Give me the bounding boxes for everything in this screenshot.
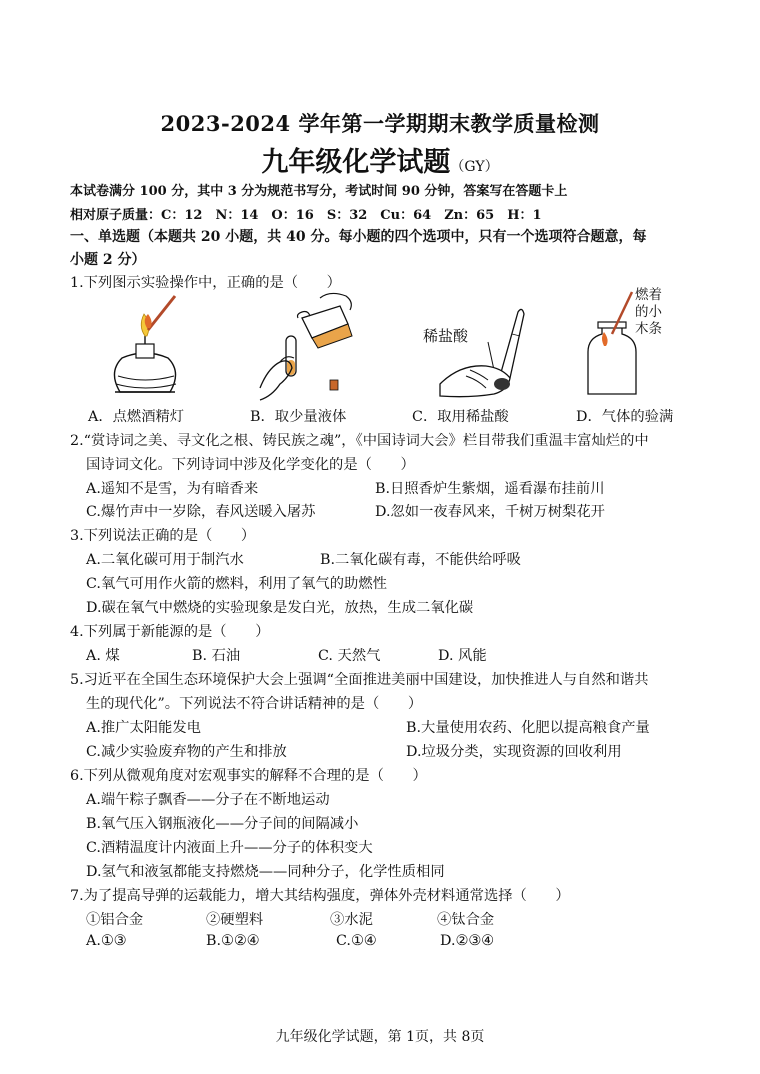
q7-material-2: ②硬塑料: [206, 912, 264, 928]
q7-option-a: A.①③: [86, 933, 127, 949]
q6-option-b: B.氧气压入钢瓶液化——分子间的间隔减小: [86, 816, 359, 832]
q5-option-a: A.推广太阳能发电: [86, 720, 201, 736]
q4-option-d: D. 风能: [438, 648, 487, 664]
fig-c-label: 稀盐酸: [423, 327, 469, 345]
alcohol-lamp-figure: [100, 292, 190, 404]
q2-stem-line-2: 国诗词文化。下列诗词中涉及化学变化的是（ ）: [86, 457, 415, 473]
exam-info-line-1: 本试卷满分 100 分，其中 3 分为规范书写分，考试时间 90 分钟，答案写在答题卡上: [70, 184, 568, 199]
q3-stem: 3.下列说法正确的是（ ）: [70, 528, 256, 544]
q7-material-1: ①铝合金: [86, 912, 144, 928]
dilute-acid-dropper-figure: [430, 304, 540, 404]
q1-option-c: C．取用稀盐酸: [412, 409, 509, 425]
page-footer: 九年级化学试题，第 1页，共 8页: [275, 1029, 485, 1045]
fig-d-label-line-1: 燃着: [635, 287, 662, 303]
exam-title: 2023-2024 学年第一学期期末教学质量检测: [160, 111, 600, 136]
q2-stem-line-1: 2.“赏诗词之美、寻文化之根、铸民族之魂”，《中国诗词大会》栏目带我们重温丰富灿烂的中: [70, 433, 649, 449]
q1-option-b: B．取少量液体: [250, 409, 347, 425]
atomic-mass-line: 相对原子质量：C：12 N：14 O：16 S：32 Cu：64 Zn：65 H：1: [70, 208, 542, 223]
q6-option-c: C.酒精温度计内液面上升——分子的体积变大: [86, 840, 373, 856]
q3-option-d: D.碳在氧气中燃烧的实验现象是发白光，放热，生成二氧化碳: [86, 600, 474, 616]
q4-stem: 4.下列属于新能源的是（ ）: [70, 624, 270, 640]
q7-material-3: ③水泥: [330, 912, 373, 928]
q5-option-c: C.减少实验废弃物的产生和排放: [86, 744, 287, 760]
q5-stem-line-1: 5.习近平在全国生态环境保护大会上强调“全面推进美丽中国建设，加快推进人与自然和谐共: [70, 672, 649, 688]
q7-option-b: B.①②④: [206, 933, 260, 949]
q4-option-b: B. 石油: [192, 648, 241, 664]
q2-option-c: C.爆竹声中一岁除，春风送暖入屠苏: [86, 504, 316, 520]
q2-option-d: D.忽如一夜春风来，千树万树梨花开: [375, 504, 605, 520]
q4-option-a: A. 煤: [86, 648, 120, 664]
fig-d-label-line-2: 的小: [635, 304, 662, 320]
q6-stem: 6.下列从微观角度对宏观事实的解释不合理的是（ ）: [70, 768, 427, 784]
q2-option-b: B.日照香炉生紫烟，遥看瀑布挂前川: [375, 481, 605, 497]
subject-code: （GY）: [450, 159, 499, 175]
q7-material-4: ④钛合金: [437, 912, 495, 928]
section-heading-line-1: 一、单选题（本题共 20 小题，共 40 分。每小题的四个选项中，只有一个选项符合题意，每: [70, 229, 647, 245]
q7-stem: 7.为了提高导弹的运载能力，增大其结构强度，弹体外壳材料通常选择（ ）: [70, 888, 570, 904]
q1-option-d: D．气体的验满: [576, 409, 674, 425]
q5-option-d: D.垃圾分类，实现资源的回收利用: [406, 744, 622, 760]
q6-option-a: A.端午粽子飘香——分子在不断地运动: [86, 792, 330, 808]
q2-option-a: A.遥知不是雪，为有暗香来: [86, 481, 259, 497]
q5-option-b: B.大量使用农药、化肥以提高粮食产量: [406, 720, 650, 736]
subject-title: 九年级化学试题: [261, 147, 451, 178]
section-heading-line-2: 小题 2 分）: [70, 252, 146, 268]
q7-option-c: C.①④: [336, 933, 377, 949]
q1-stem: 1.下列图示实验操作中，正确的是（ ）: [70, 275, 341, 291]
q5-stem-line-2: 生的现代化”。下列说法不符合讲话精神的是（ ）: [86, 696, 423, 712]
q3-option-c: C.氧气可用作火箭的燃料，利用了氧气的助燃性: [86, 576, 387, 592]
fig-d-label-line-3: 木条: [635, 321, 662, 337]
gas-bottle-figure: [580, 290, 650, 404]
exam-subtitle: [0, 140, 760, 179]
q1-option-a: A．点燃酒精灯: [88, 409, 185, 425]
q6-option-d: D.氢气和液氢都能支持燃烧——同种分子，化学性质相同: [86, 864, 445, 880]
q7-option-d: D.②③④: [440, 933, 494, 949]
q3-option-b: B.二氧化碳有毒，不能供给呼吸: [320, 552, 521, 568]
q3-option-a: A.二氧化碳可用于制汽水: [86, 552, 244, 568]
q4-option-c: C. 天然气: [318, 648, 381, 664]
test-tube-pour-figure: [250, 288, 360, 404]
